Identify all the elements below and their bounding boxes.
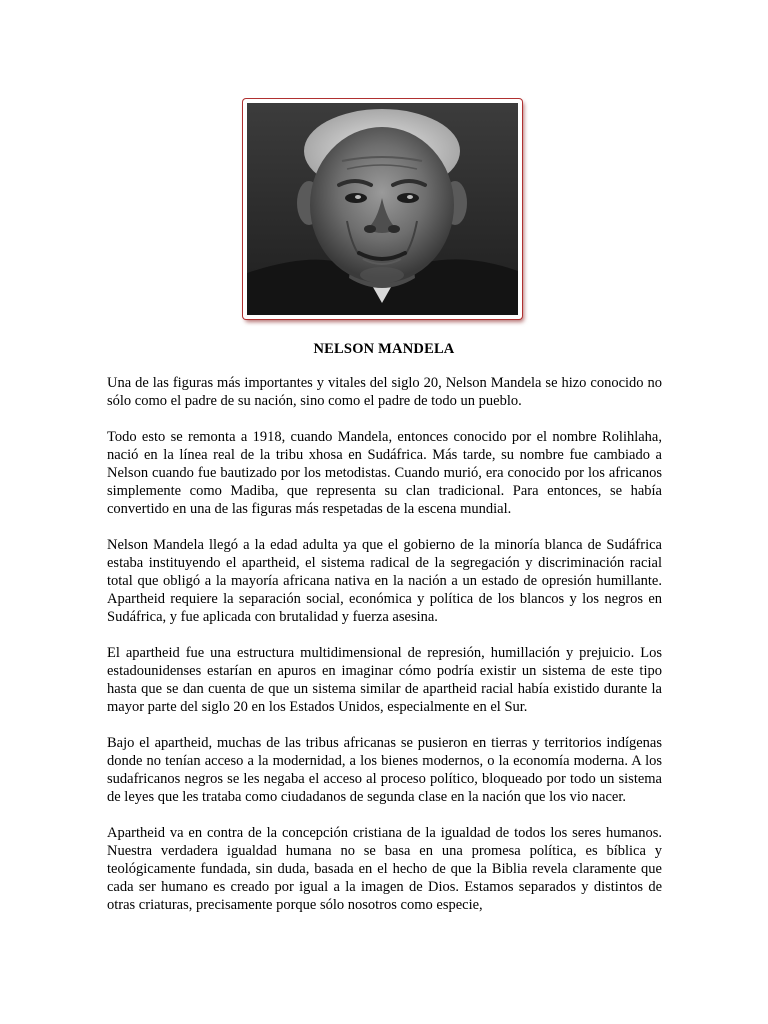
portrait-photo (247, 103, 518, 315)
document-body (107, 374, 662, 914)
document-title: NELSON MANDELA (313, 341, 455, 357)
paragraph: Nelson Mandela llegó a la edad adulta ya que el gobierno de la minoría blanca de Sudáfrica estaba instituyendo el apartheid, el sistema radical de la segregación y discriminación racial total que obligó a la mayoría africana nativa en la nación a un estado de opresión humillante. Apartheid requiere la separación social, económica y política de los blancos y los negros en Sudáfrica, y fue aplicada con brutalidad y fuerza asesina. (107, 537, 662, 625)
paragraph: Todo esto se remonta a 1918, cuando Mandela, entonces conocido por el nombre Rolihlaha, nació en la línea real de la tribu xhosa en Sudáfrica. Más tarde, su nombre fue cambiado a Nelson cuando fue bautizado por los metodistas. Cuando murió, era conocido por los africanos simplemente como Madiba, que representa su clan tradicional. Para entonces, se había convertido en una de las figuras más respetadas de la escena mundial. (107, 429, 662, 517)
portrait-photo-frame (243, 99, 522, 319)
paragraph: Bajo el apartheid, muchas de las tribus africanas se pusieron en tierras y territorios indígenas donde no tenían acceso a la modernidad, a los bienes modernos, o la economía moderna. A los sudafricanos negros se les negaba el acceso al proceso político, bloqueado por todo un sistema de leyes que les trataba como ciudadanos de segunda clase en la nación que los vio nacer. (107, 735, 662, 805)
paragraph: El apartheid fue una estructura multidimensional de represión, humillación y prejuicio. Los estadounidenses estarían en apuros en imaginar cómo podría existir un sistema de este tipo hasta que se dan cuenta de que un sistema similar de apartheid racial había existido durante la mayor parte del siglo 20 en los Estados Unidos, especialmente en el Sur. (107, 645, 662, 715)
paragraph: Apartheid va en contra de la concepción cristiana de la igualdad de todos los seres humanos. Nuestra verdadera igualdad humana no se basa en una promesa política, es bíblica y teológicamente fundada, sin duda, basada en el hecho de que la Biblia revela claramente que cada ser humano es creado por igual a la imagen de Dios. Estamos separados y distintos de otras criaturas, precisamente porque sólo nosotros como especie, (107, 825, 662, 913)
paragraph: Una de las figuras más importantes y vitales del siglo 20, Nelson Mandela se hizo conocido no sólo como el padre de su nación, sino como el padre de todo un pueblo. (107, 375, 662, 409)
